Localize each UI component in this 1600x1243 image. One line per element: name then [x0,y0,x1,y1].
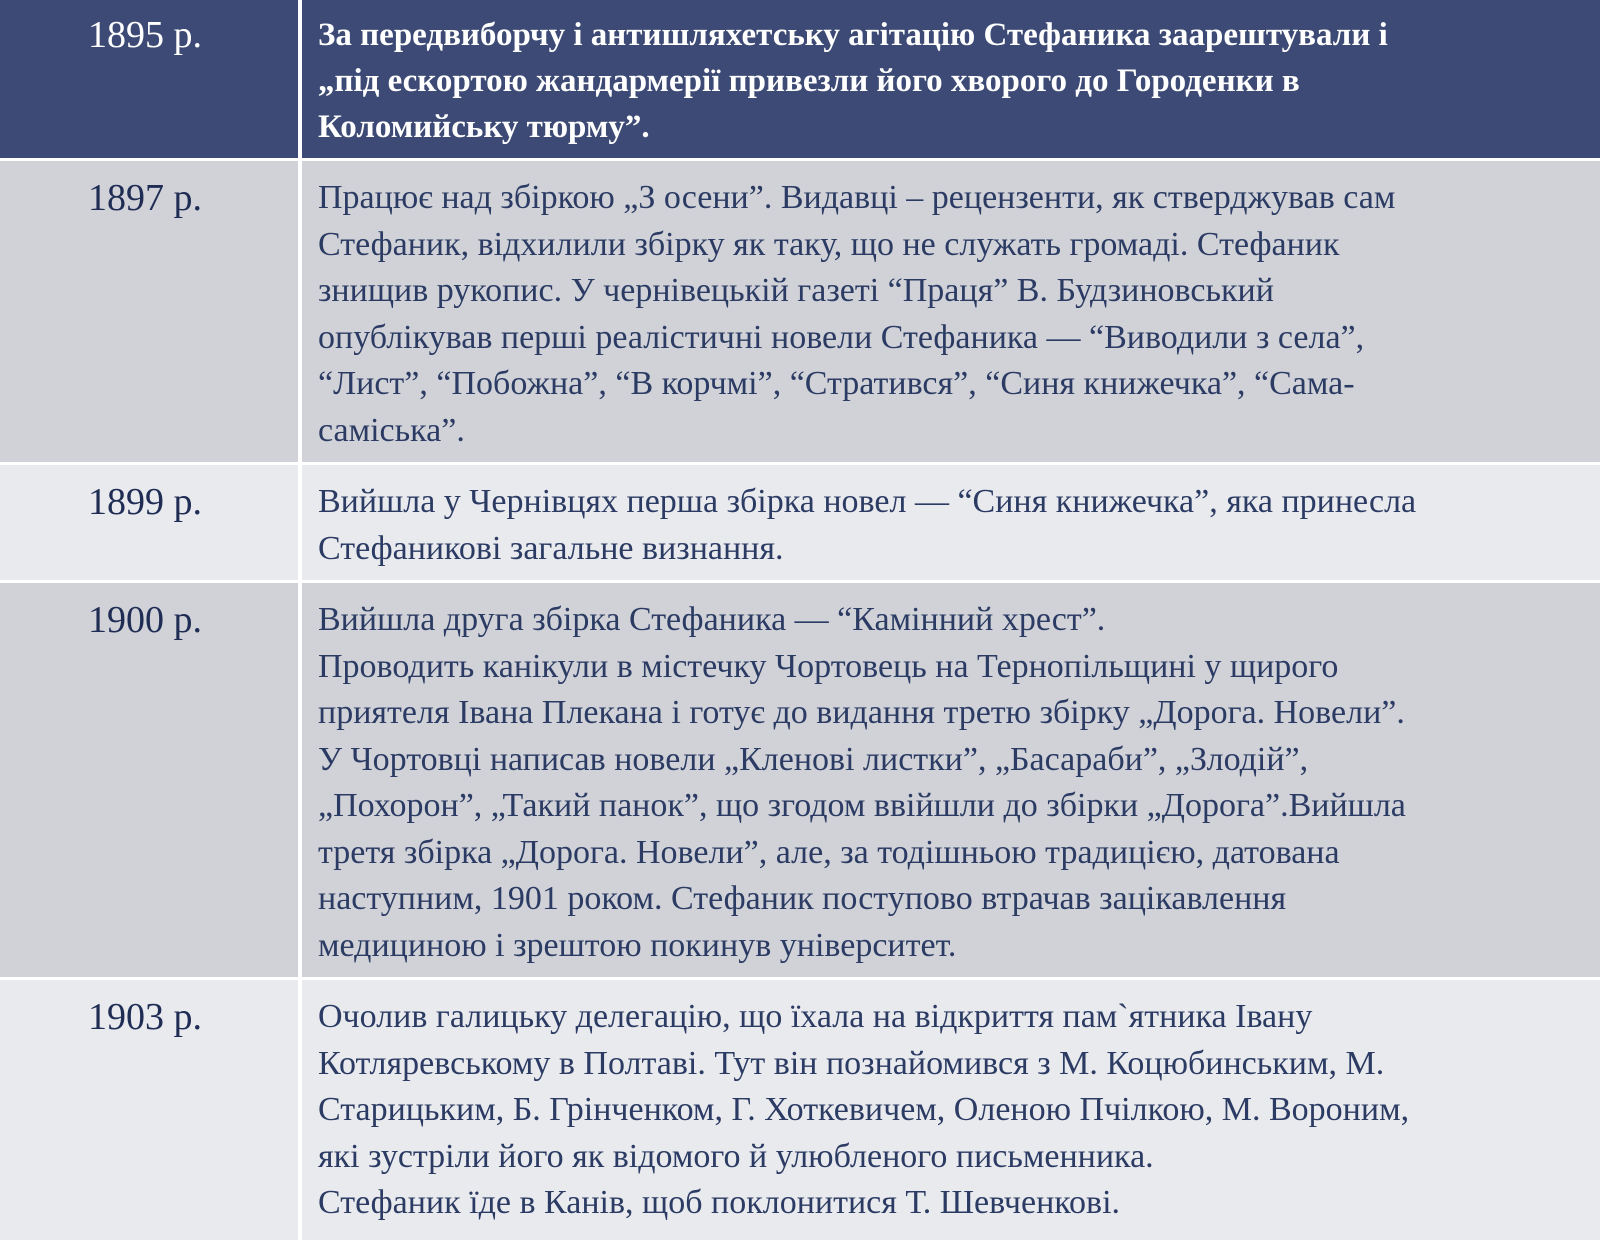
year-cell [0,160,300,464]
text-line: третя збірка „Дорога. Новели”, але, за тодішньою традицією, датована [318,833,1340,871]
year-cell [0,0,300,160]
text-line: Стефаникові загальне визнання. [318,529,784,567]
text-line: приятеля Івана Плекана і готує до видання третю збірку „Дорога. Новели”. [318,694,1405,731]
timeline-row-1899 [0,464,1600,582]
year-label: 1900 р. [88,599,202,641]
year-label: 1903 р. [88,996,202,1038]
text-line: За передвиборчу і антишляхетську агітацію Стефаника заарештували і [318,17,1388,53]
year-label: 1899 р. [88,481,202,523]
text-line: У Чортовці написав новели „Кленові листки”, „Басараби”, „Злодій”, [318,740,1309,778]
text-line: опублікував перші реалістичні новели Стефаника — “Виводили з села”, [318,318,1365,356]
text-line: Очолив галицьку делегацію, що їхала на відкриття пам`ятника Івану [318,998,1313,1035]
text-line: “Лист”, “Побожна”, “В корчмі”, “Стратився”, “Синя книжечка”, “Сама- [318,365,1355,402]
text-line: наступним, 1901 роком. Стефаник поступово втрачав зацікавлення [318,880,1287,917]
event-cell [300,0,1600,160]
text-line: які зустріли його як відомого й улюбленого письменника. [318,1137,1154,1175]
text-line: Вийшла у Чернівцях перша збірка новел — “Синя книжечка”, яка принесла [318,483,1417,520]
text-line: „Похорон”, „Такий панок”, що згодом ввійшли до збірки „Дорога”.Вийшла [318,787,1406,824]
event-cell [300,464,1600,582]
year-cell [0,464,300,582]
timeline-row-1900 [0,582,1600,979]
event-cell [300,582,1600,979]
event-text [302,583,1600,977]
text-line: Проводить канікули в містечку Чортовець на Тернопільщині у щирого [318,647,1339,685]
event-text [302,980,1600,1235]
text-line: медициною і зрештою покинув університет. [318,926,957,964]
text-line: саміська”. [318,411,465,449]
event-text [302,465,1600,580]
timeline-row-1897 [0,160,1600,464]
text-line: Котляревському в Полтаві. Тут він познайомився з М. Коцюбинським, М. [318,1044,1385,1082]
text-line: Старицьким, Б. Грінченком, Г. Хоткевичем, Оленою Пчілкою, М. Вороним, [318,1091,1410,1128]
event-cell [300,979,1600,1242]
text-line: Стефаник, відхилили збірку як таку, що не служать громаді. Стефаник [318,225,1340,263]
text-line: „під ескортою жандармерії привезли його хворого до Городенки в [318,63,1300,99]
text-line: Стефаник їде в Канів, щоб поклонитися Т. Шевченкові. [318,1184,1121,1221]
text-line: Коломийську тюрму”. [318,109,650,145]
year-label: 1897 р. [88,177,202,219]
year-cell [0,979,300,1242]
event-text [302,0,1600,158]
event-text [302,161,1600,462]
text-line: знищив рукопис. У чернівецькій газеті “Праця” В. Будзиновський [318,272,1274,309]
year-label: 1895 р. [88,14,202,56]
text-line: Працює над збіркою „З осени”. Видавці – рецензенти, як стверджував сам [318,179,1396,216]
year-cell [0,582,300,979]
event-cell [300,160,1600,464]
timeline-row-1903 [0,979,1600,1242]
text-line: Вийшла друга збірка Стефаника — “Камінний хрест”. [318,601,1106,638]
timeline-row-1895 [0,0,1600,160]
